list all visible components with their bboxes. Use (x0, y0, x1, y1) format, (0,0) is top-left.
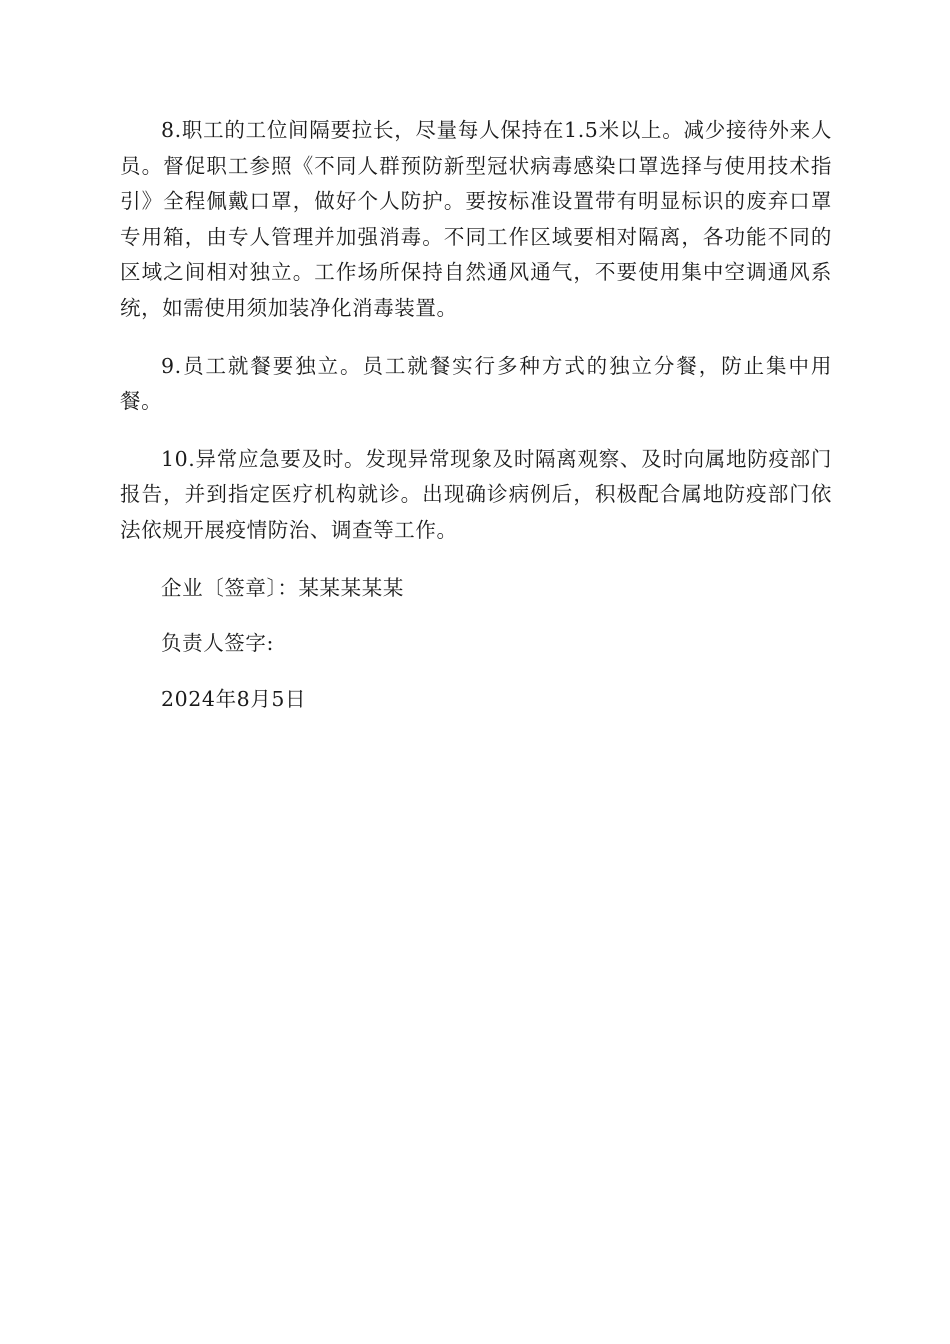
company-seal-line: 企业〔签章〕：某某某某某 (161, 575, 404, 600)
document-date: 2024年8月5日 (161, 686, 307, 711)
paragraph-item-8: 8.职工的工位间隔要拉长，尽量每人保持在1.5米以上。减少接待外来人员。督促职工参照《不同人群预防新型冠状病毒感染口罩选择与使用技术指引》全程佩戴口罩，做好个人防护。要按标准设置带有明显标识的废弃口罩专用箱，由专人管理并加强消毒。不同工作区域要相对隔离，各功能不同的区域之间相对独立。工作场所保持自然通风通气，不要使用集中空调通风系统，如需使用须加装净化消毒装置。 (120, 118, 832, 320)
document-body (120, 113, 832, 737)
paragraph-item-10: 10.异常应急要及时。发现异常现象及时隔离观察、及时向属地防疫部门报告，并到指定医疗机构就诊。出现确诊病例后，积极配合属地防疫部门依法依规开展疫情防治、调查等工作。 (120, 446, 832, 542)
paragraph-item-9: 9.员工就餐要独立。员工就餐实行多种方式的独立分餐，防止集中用餐。 (120, 353, 832, 414)
responsible-person-signature-line: 负责人签字: (161, 631, 275, 656)
